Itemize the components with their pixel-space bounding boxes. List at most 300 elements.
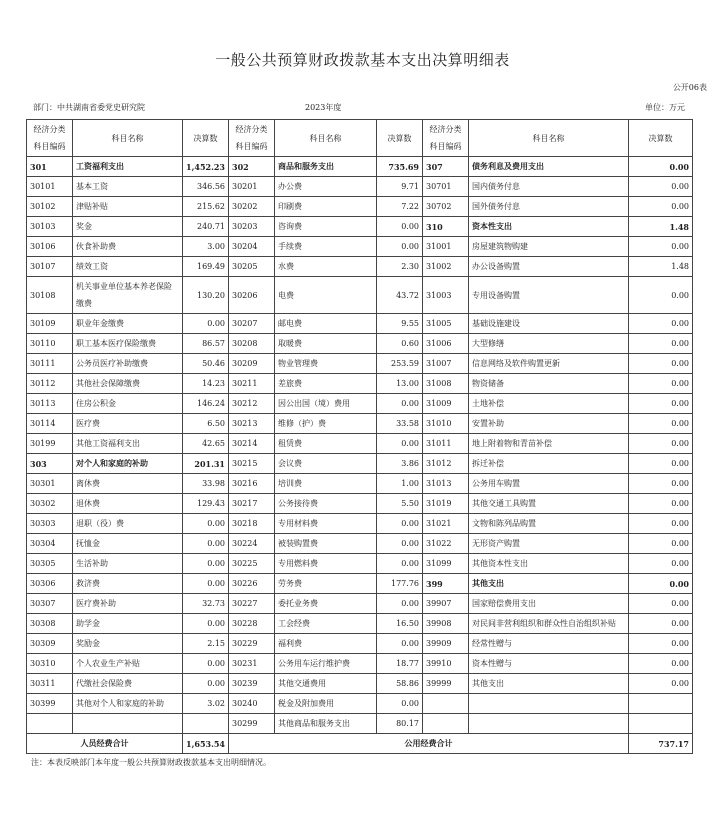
cell-code: 30215 — [229, 454, 275, 474]
cell-code: 39908 — [423, 614, 469, 634]
cell-name: 取暖费 — [275, 334, 377, 354]
cell-amount: 3.00 — [183, 237, 229, 257]
cell-code: 30203 — [229, 217, 275, 237]
cell-name: 物资储备 — [469, 374, 629, 394]
cell-amount: 0.00 — [629, 237, 693, 257]
cell-name — [469, 714, 629, 734]
cell-name: 咨询费 — [275, 217, 377, 237]
cell-name: 无形资产购置 — [469, 534, 629, 554]
cell-amount: 0.00 — [629, 474, 693, 494]
cell-amount: 6.50 — [183, 414, 229, 434]
cell-code: 30309 — [27, 634, 73, 654]
cell-amount: 9.55 — [377, 314, 423, 334]
cell-code: 310 — [423, 217, 469, 237]
cell-name: 税金及附加费用 — [275, 694, 377, 714]
cell-amount: 0.00 — [629, 374, 693, 394]
cell-code: 30202 — [229, 197, 275, 217]
table-row — [27, 714, 693, 734]
table-header-row — [27, 120, 693, 157]
cell-code — [423, 714, 469, 734]
cell-code: 30107 — [27, 257, 73, 277]
table-row — [27, 594, 693, 614]
header-name: 科目名称 — [469, 120, 629, 157]
cell-amount: 215.62 — [183, 197, 229, 217]
cell-name: 伙食补助费 — [73, 237, 183, 257]
cell-amount: 177.76 — [377, 574, 423, 594]
cell-code: 303 — [27, 454, 73, 474]
cell-code: 30199 — [27, 434, 73, 454]
cell-name: 公务接待费 — [275, 494, 377, 514]
cell-amount: 201.31 — [183, 454, 229, 474]
cell-name: 医疗费补助 — [73, 594, 183, 614]
cell-amount: 0.00 — [629, 554, 693, 574]
cell-name: 邮电费 — [275, 314, 377, 334]
cell-name: 信息网络及软件购置更新 — [469, 354, 629, 374]
cell-amount: 0.00 — [183, 554, 229, 574]
cell-code: 30206 — [229, 277, 275, 314]
personnel-total-value: 1,653.54 — [183, 734, 229, 754]
cell-amount: 2.15 — [183, 634, 229, 654]
cell-amount — [629, 694, 693, 714]
department-label: 部门：中共湖南省委党史研究院 — [33, 103, 145, 112]
cell-code: 30208 — [229, 334, 275, 354]
cell-code: 30102 — [27, 197, 73, 217]
cell-code: 31013 — [423, 474, 469, 494]
cell-code: 30399 — [27, 694, 73, 714]
cell-name: 资本性赠与 — [469, 654, 629, 674]
cell-name: 生活补助 — [73, 554, 183, 574]
cell-amount: 13.00 — [377, 374, 423, 394]
cell-amount: 1,452.23 — [183, 157, 229, 177]
doc-number: 公开06表 — [672, 83, 707, 92]
table-row — [27, 197, 693, 217]
cell-code: 30303 — [27, 514, 73, 534]
cell-amount: 0.00 — [377, 217, 423, 237]
cell-name: 机关事业单位基本养老保险缴费 — [73, 277, 183, 314]
cell-amount: 0.00 — [629, 277, 693, 314]
cell-name: 其他对个人和家庭的补助 — [73, 694, 183, 714]
cell-name: 工资福利支出 — [73, 157, 183, 177]
expenditure-table — [26, 119, 693, 754]
cell-code: 31009 — [423, 394, 469, 414]
cell-code: 30216 — [229, 474, 275, 494]
cell-name: 手续费 — [275, 237, 377, 257]
cell-code: 39907 — [423, 594, 469, 614]
cell-name: 津贴补贴 — [73, 197, 183, 217]
header-name: 科目名称 — [73, 120, 183, 157]
cell-amount — [629, 714, 693, 734]
cell-name: 专用燃料费 — [275, 554, 377, 574]
cell-amount: 0.00 — [629, 157, 693, 177]
cell-code: 31001 — [423, 237, 469, 257]
cell-code: 30240 — [229, 694, 275, 714]
cell-code: 30299 — [229, 714, 275, 734]
cell-name: 土地补偿 — [469, 394, 629, 414]
table-row — [27, 474, 693, 494]
header-amount: 决算数 — [377, 120, 423, 157]
public-total-label: 公用经费合计 — [229, 734, 629, 754]
cell-code: 31021 — [423, 514, 469, 534]
cell-amount: 0.00 — [183, 514, 229, 534]
cell-amount: 0.00 — [629, 614, 693, 634]
cell-amount: 86.57 — [183, 334, 229, 354]
cell-amount: 146.24 — [183, 394, 229, 414]
cell-code: 31010 — [423, 414, 469, 434]
cell-name: 差旅费 — [275, 374, 377, 394]
cell-name: 培训费 — [275, 474, 377, 494]
cell-amount: 0.00 — [377, 554, 423, 574]
cell-name: 物业管理费 — [275, 354, 377, 374]
cell-name: 公务员医疗补助缴费 — [73, 354, 183, 374]
cell-amount: 9.71 — [377, 177, 423, 197]
cell-code: 30308 — [27, 614, 73, 634]
cell-code: 30103 — [27, 217, 73, 237]
cell-name: 其他交通工具购置 — [469, 494, 629, 514]
table-row — [27, 177, 693, 197]
cell-name: 印刷费 — [275, 197, 377, 217]
cell-code: 31019 — [423, 494, 469, 514]
cell-amount: 1.48 — [629, 217, 693, 237]
cell-code: 30109 — [27, 314, 73, 334]
cell-code: 30228 — [229, 614, 275, 634]
cell-name: 安置补助 — [469, 414, 629, 434]
cell-amount: 0.00 — [629, 334, 693, 354]
cell-code: 30302 — [27, 494, 73, 514]
cell-amount: 0.00 — [629, 594, 693, 614]
table-row — [27, 277, 693, 314]
cell-amount: 0.00 — [377, 237, 423, 257]
cell-amount: 0.00 — [629, 177, 693, 197]
cell-name: 债务利息及费用支出 — [469, 157, 629, 177]
cell-name: 医疗费 — [73, 414, 183, 434]
cell-code: 30229 — [229, 634, 275, 654]
table-row — [27, 434, 693, 454]
cell-amount: 0.00 — [183, 574, 229, 594]
cell-amount: 80.17 — [377, 714, 423, 734]
cell-name: 其他交通费用 — [275, 674, 377, 694]
cell-name: 大型修缮 — [469, 334, 629, 354]
cell-name — [73, 714, 183, 734]
cell-amount: 0.00 — [183, 674, 229, 694]
cell-amount: 0.00 — [377, 534, 423, 554]
cell-amount: 0.00 — [629, 634, 693, 654]
cell-name: 职业年金缴费 — [73, 314, 183, 334]
table-row — [27, 614, 693, 634]
cell-amount: 0.60 — [377, 334, 423, 354]
cell-amount: 0.00 — [183, 654, 229, 674]
cell-name: 会议费 — [275, 454, 377, 474]
cell-amount: 33.58 — [377, 414, 423, 434]
cell-code: 399 — [423, 574, 469, 594]
cell-name: 维修（护）费 — [275, 414, 377, 434]
cell-name: 奖励金 — [73, 634, 183, 654]
cell-code: 30106 — [27, 237, 73, 257]
cell-name: 经常性赠与 — [469, 634, 629, 654]
cell-code: 30231 — [229, 654, 275, 674]
cell-amount: 0.00 — [629, 197, 693, 217]
cell-name: 离休费 — [73, 474, 183, 494]
cell-name: 办公费 — [275, 177, 377, 197]
cell-name: 委托业务费 — [275, 594, 377, 614]
public-total-value: 737.17 — [629, 734, 693, 754]
table-row — [27, 414, 693, 434]
cell-name: 公务用车运行维护费 — [275, 654, 377, 674]
cell-code: 31008 — [423, 374, 469, 394]
cell-name: 助学金 — [73, 614, 183, 634]
cell-name: 因公出国（境）费用 — [275, 394, 377, 414]
year-label: 2023年度 — [305, 103, 342, 112]
cell-amount: 0.00 — [377, 594, 423, 614]
cell-name: 商品和服务支出 — [275, 157, 377, 177]
cell-name: 其他商品和服务支出 — [275, 714, 377, 734]
cell-name: 资本性支出 — [469, 217, 629, 237]
cell-name: 国外债务付息 — [469, 197, 629, 217]
cell-amount: 16.50 — [377, 614, 423, 634]
cell-code: 31003 — [423, 277, 469, 314]
cell-name: 其他资本性支出 — [469, 554, 629, 574]
header-name: 科目名称 — [275, 120, 377, 157]
cell-code: 30111 — [27, 354, 73, 374]
cell-code: 30217 — [229, 494, 275, 514]
table-row — [27, 514, 693, 534]
cell-amount: 0.00 — [629, 354, 693, 374]
cell-amount: 1.00 — [377, 474, 423, 494]
cell-code: 30114 — [27, 414, 73, 434]
cell-code: 30112 — [27, 374, 73, 394]
cell-amount: 130.20 — [183, 277, 229, 314]
cell-name: 住房公积金 — [73, 394, 183, 414]
cell-amount: 43.72 — [377, 277, 423, 314]
cell-code: 30227 — [229, 594, 275, 614]
cell-name: 电费 — [275, 277, 377, 314]
cell-code: 30212 — [229, 394, 275, 414]
cell-amount — [183, 714, 229, 734]
cell-code: 30310 — [27, 654, 73, 674]
cell-amount: 129.43 — [183, 494, 229, 514]
header-amount: 决算数 — [629, 120, 693, 157]
cell-code: 30211 — [229, 374, 275, 394]
cell-name: 工会经费 — [275, 614, 377, 634]
cell-name: 办公设备购置 — [469, 257, 629, 277]
personnel-total-label: 人员经费合计 — [27, 734, 183, 754]
table-row — [27, 334, 693, 354]
cell-code — [27, 714, 73, 734]
table-row — [27, 354, 693, 374]
cell-code: 30304 — [27, 534, 73, 554]
cell-code: 39909 — [423, 634, 469, 654]
cell-name: 个人农业生产补贴 — [73, 654, 183, 674]
table-row — [27, 674, 693, 694]
cell-name: 水费 — [275, 257, 377, 277]
cell-code: 30207 — [229, 314, 275, 334]
cell-amount: 0.00 — [629, 314, 693, 334]
cell-amount: 0.00 — [629, 454, 693, 474]
cell-amount: 33.98 — [183, 474, 229, 494]
table-row — [27, 554, 693, 574]
cell-code: 30205 — [229, 257, 275, 277]
cell-amount: 253.59 — [377, 354, 423, 374]
cell-name: 劳务费 — [275, 574, 377, 594]
totals-row — [27, 734, 693, 754]
unit-label: 单位：万元 — [645, 103, 685, 112]
cell-code: 30204 — [229, 237, 275, 257]
cell-amount: 169.49 — [183, 257, 229, 277]
cell-amount: 0.00 — [629, 414, 693, 434]
cell-amount: 32.73 — [183, 594, 229, 614]
cell-name: 福利费 — [275, 634, 377, 654]
cell-code: 301 — [27, 157, 73, 177]
cell-name: 救济费 — [73, 574, 183, 594]
cell-code: 30209 — [229, 354, 275, 374]
cell-name: 退职（役）费 — [73, 514, 183, 534]
cell-amount: 0.00 — [629, 674, 693, 694]
cell-amount: 42.65 — [183, 434, 229, 454]
cell-amount: 0.00 — [629, 534, 693, 554]
cell-amount: 2.30 — [377, 257, 423, 277]
cell-code: 30108 — [27, 277, 73, 314]
cell-name: 绩效工资 — [73, 257, 183, 277]
header-code: 经济分类 科目编码 — [27, 120, 73, 157]
cell-name: 基本工资 — [73, 177, 183, 197]
cell-amount: 7.22 — [377, 197, 423, 217]
cell-code: 31007 — [423, 354, 469, 374]
cell-name: 其他社会保障缴费 — [73, 374, 183, 394]
table-row — [27, 454, 693, 474]
table-row — [27, 534, 693, 554]
table-row — [27, 694, 693, 714]
cell-amount: 0.00 — [629, 654, 693, 674]
table-row — [27, 634, 693, 654]
table-row — [27, 374, 693, 394]
cell-amount: 0.00 — [183, 534, 229, 554]
cell-amount: 0.00 — [629, 514, 693, 534]
cell-code: 30226 — [229, 574, 275, 594]
cell-amount: 1.48 — [629, 257, 693, 277]
cell-code: 30307 — [27, 594, 73, 614]
cell-code: 31099 — [423, 554, 469, 574]
cell-name: 对民间非营利组织和群众性自治组织补贴 — [469, 614, 629, 634]
cell-amount: 5.50 — [377, 494, 423, 514]
cell-code: 30702 — [423, 197, 469, 217]
cell-name: 代缴社会保险费 — [73, 674, 183, 694]
cell-name: 退休费 — [73, 494, 183, 514]
cell-name: 国家赔偿费用支出 — [469, 594, 629, 614]
cell-code: 302 — [229, 157, 275, 177]
cell-code: 30224 — [229, 534, 275, 554]
cell-code: 31022 — [423, 534, 469, 554]
table-row — [27, 237, 693, 257]
header-code: 经济分类 科目编码 — [229, 120, 275, 157]
cell-code: 30311 — [27, 674, 73, 694]
cell-amount: 0.00 — [629, 574, 693, 594]
cell-amount: 0.00 — [183, 614, 229, 634]
cell-amount: 0.00 — [629, 494, 693, 514]
cell-amount: 346.56 — [183, 177, 229, 197]
cell-code: 30101 — [27, 177, 73, 197]
cell-code: 31012 — [423, 454, 469, 474]
table-row — [27, 314, 693, 334]
cell-amount: 735.69 — [377, 157, 423, 177]
cell-name: 专用设备购置 — [469, 277, 629, 314]
cell-code: 30301 — [27, 474, 73, 494]
cell-code: 31005 — [423, 314, 469, 334]
cell-code — [423, 694, 469, 714]
footnote: 注：本表反映部门本年度一般公共预算财政拨款基本支出明细情况。 — [31, 758, 271, 767]
cell-code: 30218 — [229, 514, 275, 534]
cell-name: 其他支出 — [469, 674, 629, 694]
cell-name: 职工基本医疗保险缴费 — [73, 334, 183, 354]
cell-amount: 0.00 — [377, 694, 423, 714]
cell-code: 31011 — [423, 434, 469, 454]
cell-code: 30239 — [229, 674, 275, 694]
cell-name: 基础设施建设 — [469, 314, 629, 334]
cell-code: 39999 — [423, 674, 469, 694]
cell-name: 地上附着物和青苗补偿 — [469, 434, 629, 454]
table-row — [27, 257, 693, 277]
cell-amount: 0.00 — [377, 514, 423, 534]
cell-amount: 3.02 — [183, 694, 229, 714]
cell-name: 公务用车购置 — [469, 474, 629, 494]
page-title: 一般公共预算财政拨款基本支出决算明细表 — [215, 51, 510, 69]
cell-code: 30214 — [229, 434, 275, 454]
cell-name: 文物和陈列品购置 — [469, 514, 629, 534]
cell-code: 30225 — [229, 554, 275, 574]
cell-amount: 58.86 — [377, 674, 423, 694]
cell-name: 租赁费 — [275, 434, 377, 454]
cell-code: 30701 — [423, 177, 469, 197]
cell-name: 房屋建筑物购建 — [469, 237, 629, 257]
cell-code: 30306 — [27, 574, 73, 594]
cell-code: 31006 — [423, 334, 469, 354]
cell-name: 其他支出 — [469, 574, 629, 594]
table-row — [27, 654, 693, 674]
cell-code: 30213 — [229, 414, 275, 434]
table-row — [27, 394, 693, 414]
cell-name: 拆迁补偿 — [469, 454, 629, 474]
cell-code: 30113 — [27, 394, 73, 414]
cell-name: 其他工资福利支出 — [73, 434, 183, 454]
cell-amount: 14.23 — [183, 374, 229, 394]
cell-amount: 0.00 — [377, 634, 423, 654]
cell-name: 国内债务付息 — [469, 177, 629, 197]
table-row — [27, 157, 693, 177]
cell-amount: 18.77 — [377, 654, 423, 674]
cell-code: 307 — [423, 157, 469, 177]
cell-amount: 0.00 — [629, 394, 693, 414]
cell-code: 30110 — [27, 334, 73, 354]
cell-amount: 50.46 — [183, 354, 229, 374]
cell-amount: 0.00 — [377, 394, 423, 414]
table-row — [27, 217, 693, 237]
cell-amount: 0.00 — [629, 434, 693, 454]
cell-amount: 240.71 — [183, 217, 229, 237]
cell-code: 30305 — [27, 554, 73, 574]
cell-code: 31002 — [423, 257, 469, 277]
cell-amount: 0.00 — [183, 314, 229, 334]
cell-name: 被装购置费 — [275, 534, 377, 554]
cell-name: 对个人和家庭的补助 — [73, 454, 183, 474]
cell-name: 专用材料费 — [275, 514, 377, 534]
table-row — [27, 574, 693, 594]
header-amount: 决算数 — [183, 120, 229, 157]
cell-amount: 3.86 — [377, 454, 423, 474]
cell-amount: 0.00 — [377, 434, 423, 454]
cell-code: 30201 — [229, 177, 275, 197]
cell-code: 39910 — [423, 654, 469, 674]
table-row — [27, 494, 693, 514]
cell-name — [469, 694, 629, 714]
cell-name: 抚恤金 — [73, 534, 183, 554]
